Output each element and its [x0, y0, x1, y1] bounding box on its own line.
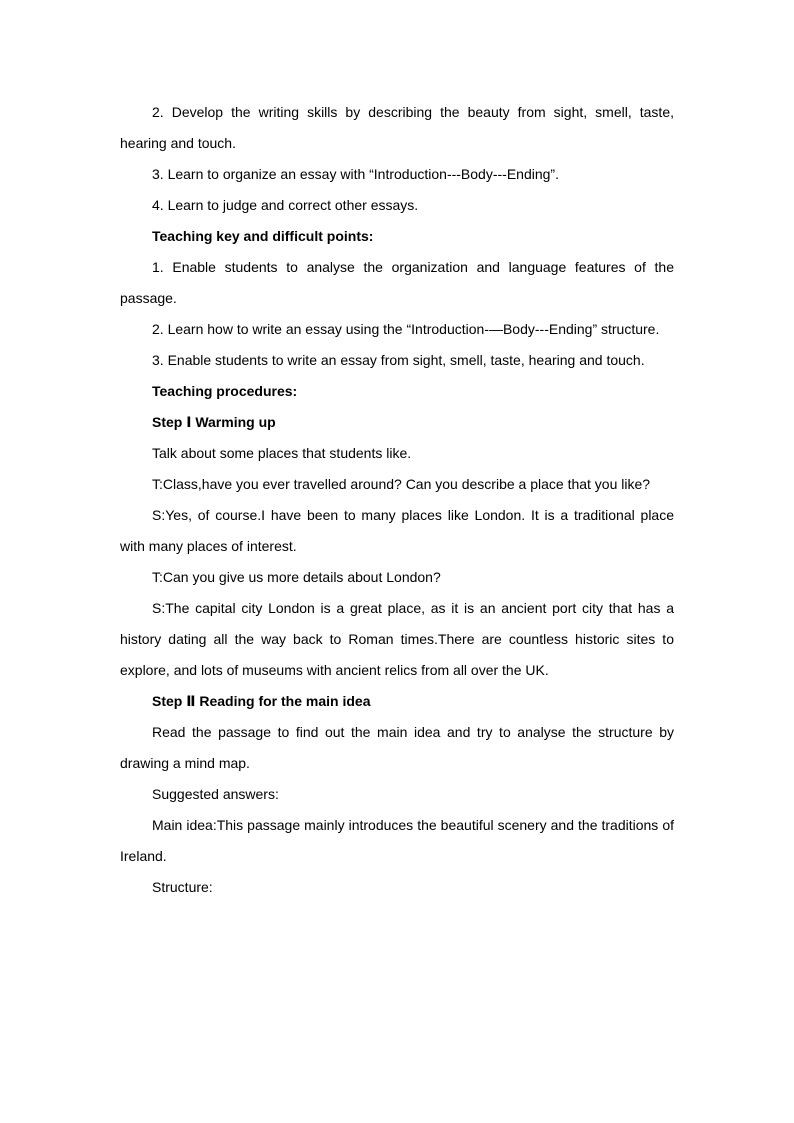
dialogue-student-2: S:The capital city London is a great place, as it is an ancient port city that has a history dating all the way back to Roman times.There are countless historic sites to explore, and lots of museums with ancient relics from all over the UK.	[120, 600, 674, 678]
objective-3: 3. Learn to organize an essay with “Introduction---Body---Ending”.	[152, 166, 559, 182]
key-point-2: 2. Learn how to write an essay using the “Introduction-—Body---Ending” structure.	[152, 321, 660, 337]
dialogue-teacher-2: T:Can you give us more details about London?	[152, 569, 441, 585]
dialogue-teacher-1: T:Class,have you ever travelled around? Can you describe a place that you like?	[152, 476, 651, 492]
warmup-instruction: Talk about some places that students like.	[152, 445, 412, 461]
reading-instruction: Read the passage to find out the main idea and try to analyse the structure by drawing a mind map.	[120, 724, 674, 771]
step-2-heading: Step Ⅱ Reading for the main idea	[152, 693, 371, 709]
key-points-heading: Teaching key and difficult points:	[152, 228, 374, 244]
structure-label: Structure:	[152, 879, 213, 895]
document-body	[120, 97, 674, 903]
objective-4: 4. Learn to judge and correct other essays.	[152, 197, 419, 213]
key-point-1: 1. Enable students to analyse the organization and language features of the passage.	[120, 259, 674, 306]
objective-2: 2. Develop the writing skills by describing the beauty from sight, smell, taste, hearing and touch.	[120, 104, 674, 151]
procedures-heading: Teaching procedures:	[152, 383, 298, 399]
step-1-heading: Step Ⅰ Warming up	[152, 414, 276, 430]
suggested-answers-label: Suggested answers:	[152, 786, 279, 802]
dialogue-student-1: S:Yes, of course.I have been to many places like London. It is a traditional place with many places of interest.	[120, 507, 674, 554]
key-point-3: 3. Enable students to write an essay from sight, smell, taste, hearing and touch.	[152, 352, 645, 368]
main-idea: Main idea:This passage mainly introduces the beautiful scenery and the traditions of Ireland.	[120, 817, 674, 864]
